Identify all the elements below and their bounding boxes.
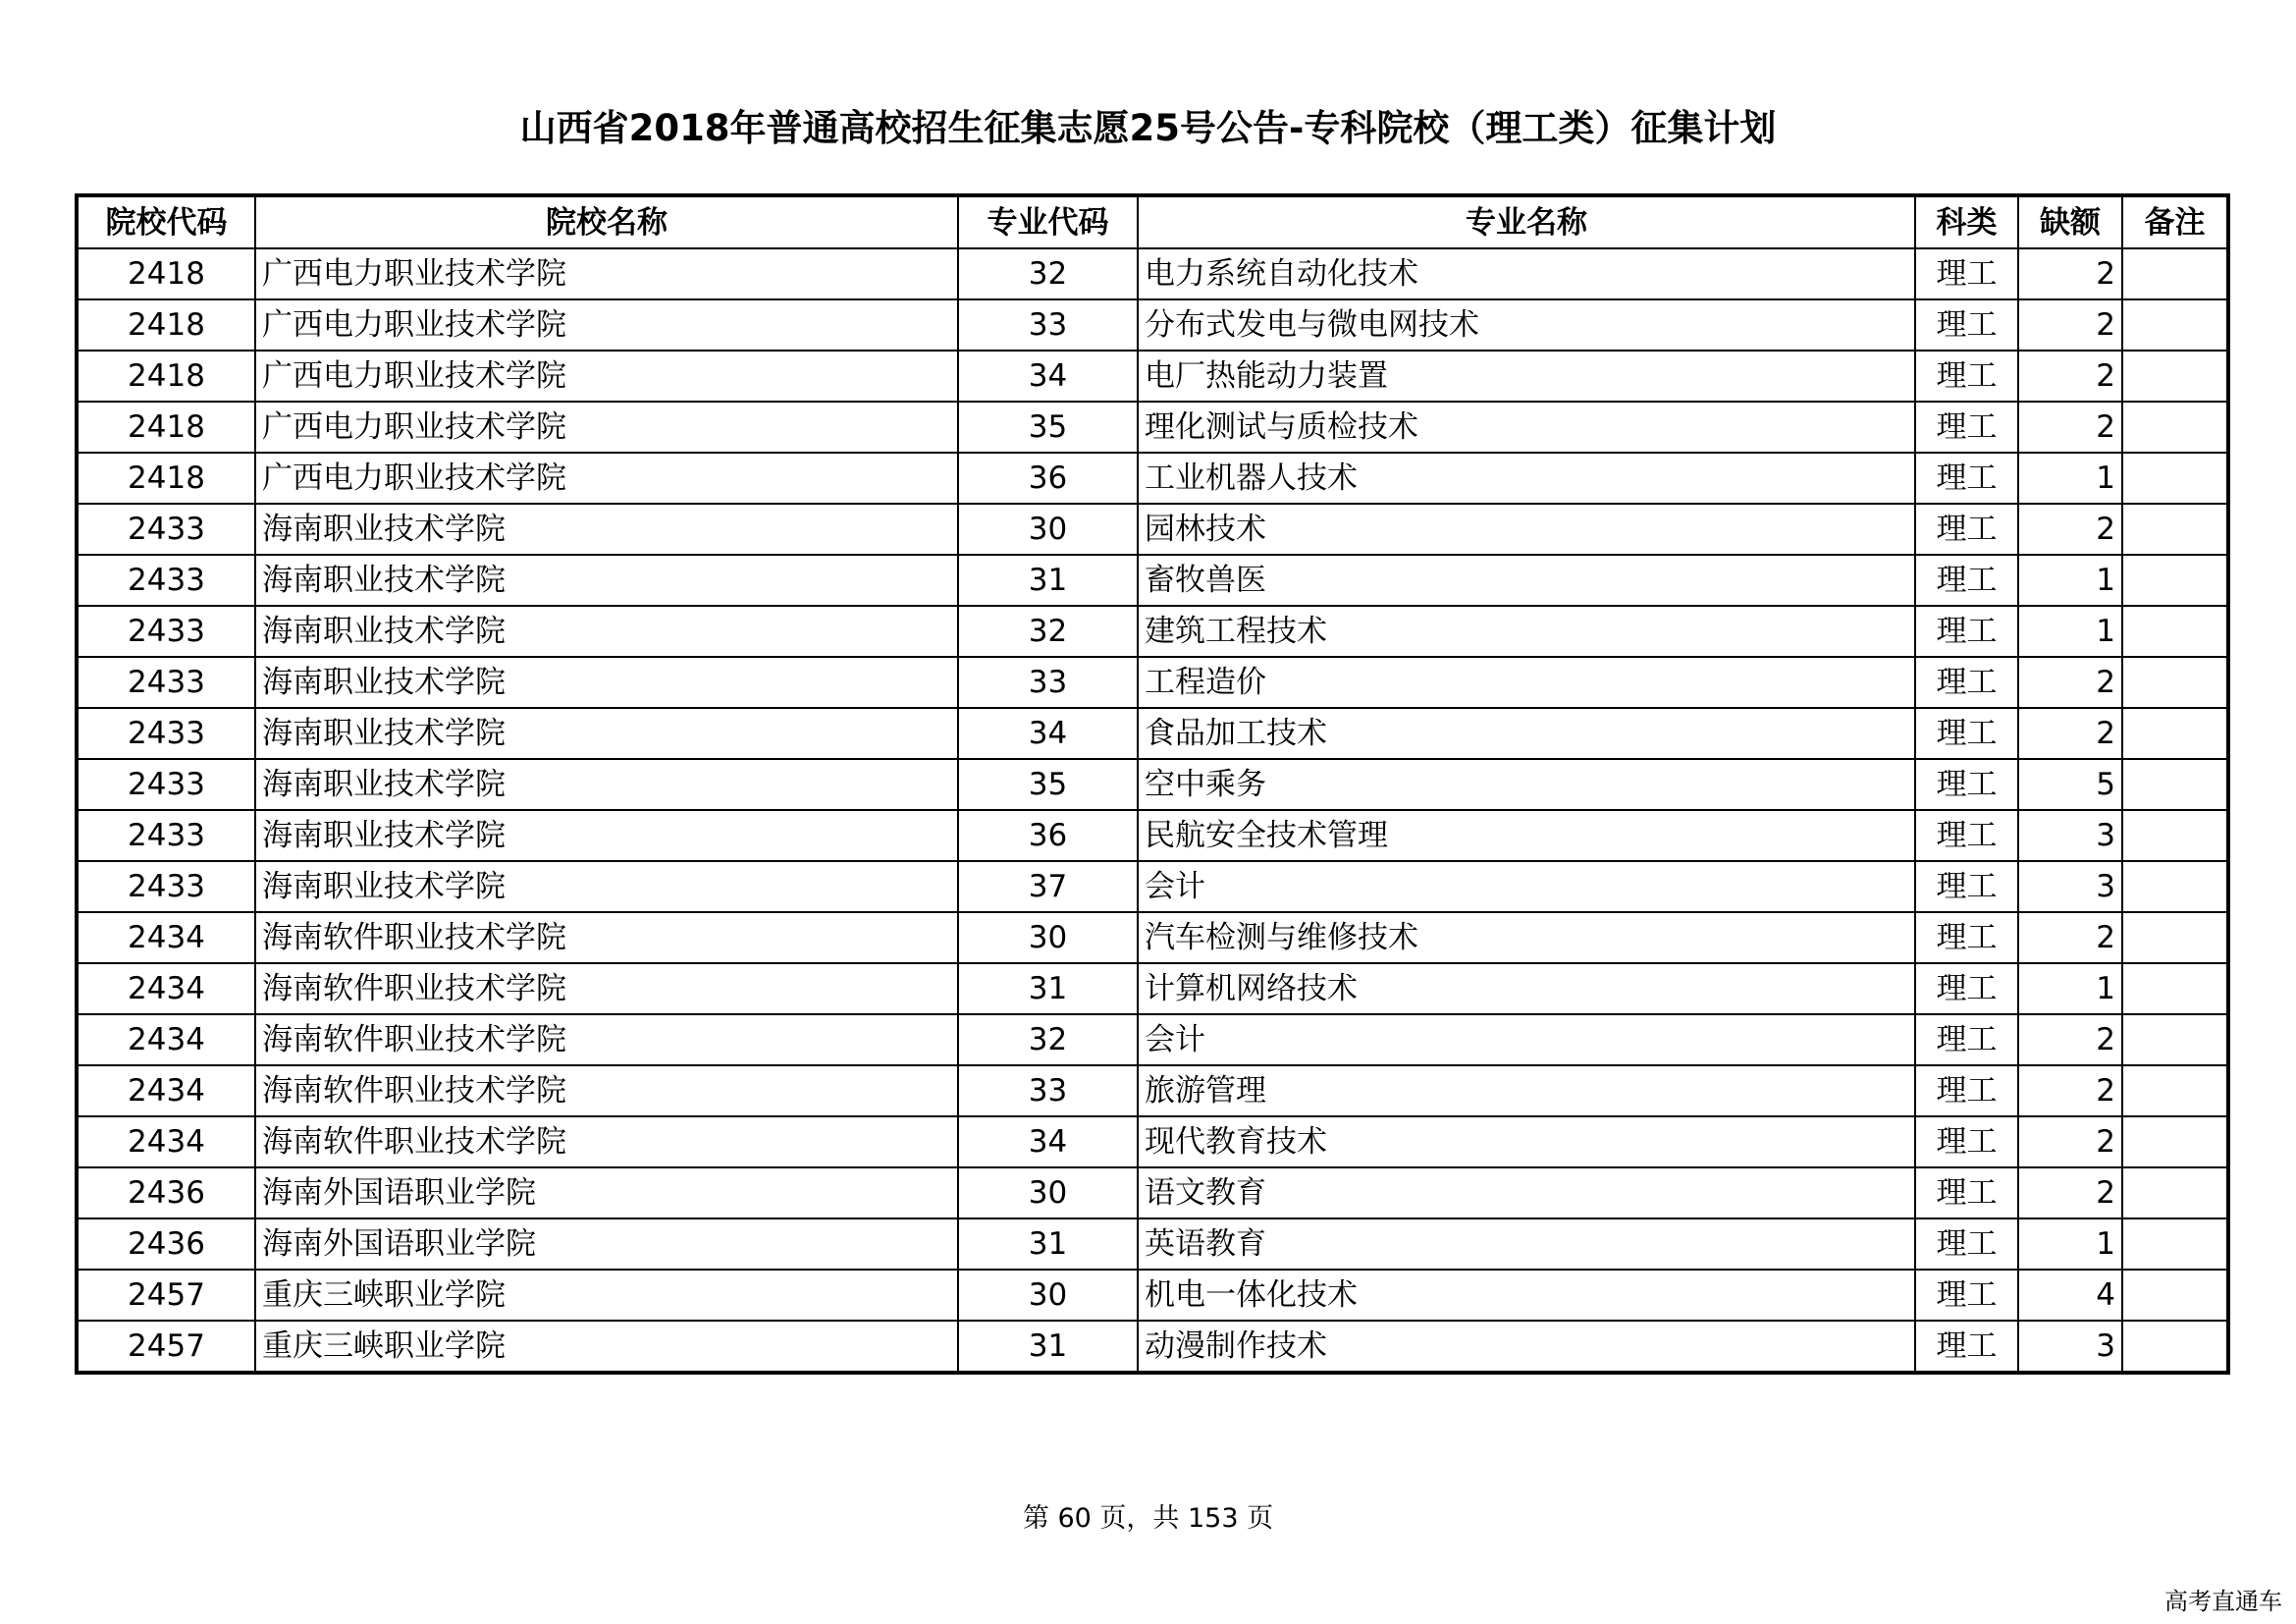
remarks-cell [2122,351,2228,402]
remarks-cell [2122,912,2228,963]
school-code-cell: 2433 [77,606,255,657]
major-code-cell: 30 [958,912,1138,963]
vacancy-cell: 2 [2018,504,2122,555]
major-code-cell: 33 [958,657,1138,708]
major-code-cell: 34 [958,351,1138,402]
vacancy-cell: 2 [2018,1167,2122,1218]
school-name-cell: 海南外国语职业学院 [255,1167,958,1218]
major-name-cell: 电力系统自动化技术 [1138,248,1915,299]
school-name-cell: 广西电力职业技术学院 [255,351,958,402]
category-cell: 理工 [1915,1218,2018,1270]
school-name-cell: 海南职业技术学院 [255,504,958,555]
school-name-cell: 海南职业技术学院 [255,708,958,759]
vacancy-cell: 2 [2018,248,2122,299]
remarks-cell [2122,1321,2228,1373]
remarks-cell [2122,861,2228,912]
category-cell: 理工 [1915,299,2018,351]
category-cell: 理工 [1915,759,2018,810]
school-code-cell: 2434 [77,1116,255,1167]
major-name-cell: 动漫制作技术 [1138,1321,1915,1373]
major-name-cell: 理化测试与质检技术 [1138,402,1915,453]
major-code-cell: 35 [958,402,1138,453]
category-cell: 理工 [1915,351,2018,402]
major-code-cell: 33 [958,299,1138,351]
school-name-cell: 海南职业技术学院 [255,759,958,810]
major-name-cell: 旅游管理 [1138,1065,1915,1116]
category-cell: 理工 [1915,504,2018,555]
school-name-cell: 海南职业技术学院 [255,555,958,606]
category-cell: 理工 [1915,402,2018,453]
major-code-cell: 32 [958,606,1138,657]
major-name-cell: 园林技术 [1138,504,1915,555]
major-code-cell: 32 [958,248,1138,299]
school-code-cell: 2436 [77,1218,255,1270]
table-row [77,504,2228,555]
vacancy-cell: 2 [2018,1116,2122,1167]
vacancy-cell: 2 [2018,657,2122,708]
school-name-cell: 海南职业技术学院 [255,861,958,912]
major-code-cell: 36 [958,453,1138,504]
table-row [77,248,2228,299]
vacancy-cell: 5 [2018,759,2122,810]
remarks-cell [2122,1270,2228,1321]
header-vacancy: 缺额 [2018,195,2122,248]
major-name-cell: 现代教育技术 [1138,1116,1915,1167]
major-name-cell: 食品加工技术 [1138,708,1915,759]
school-code-cell: 2433 [77,555,255,606]
school-name-cell: 海南职业技术学院 [255,657,958,708]
major-name-cell: 机电一体化技术 [1138,1270,1915,1321]
remarks-cell [2122,453,2228,504]
major-name-cell: 工程造价 [1138,657,1915,708]
major-name-cell: 分布式发电与微电网技术 [1138,299,1915,351]
category-cell: 理工 [1915,248,2018,299]
table-row [77,708,2228,759]
vacancy-cell: 2 [2018,912,2122,963]
table-row [77,555,2228,606]
category-cell: 理工 [1915,708,2018,759]
major-code-cell: 35 [958,759,1138,810]
table-row [77,861,2228,912]
table-row [77,351,2228,402]
major-name-cell: 语文教育 [1138,1167,1915,1218]
remarks-cell [2122,1014,2228,1065]
school-code-cell: 2418 [77,402,255,453]
major-name-cell: 工业机器人技术 [1138,453,1915,504]
page-title: 山西省2018年普通高校招生征集志愿25号公告-专科院校（理工类）征集计划 [519,107,1777,149]
remarks-cell [2122,504,2228,555]
page-footer: 第 60 页，共 153 页 [1022,1503,1274,1534]
major-code-cell: 32 [958,1014,1138,1065]
remarks-cell [2122,555,2228,606]
vacancy-cell: 2 [2018,1065,2122,1116]
header-category: 科类 [1915,195,2018,248]
school-code-cell: 2433 [77,810,255,861]
table-header-row [77,195,2228,248]
major-name-cell: 会计 [1138,1014,1915,1065]
table-row [77,657,2228,708]
remarks-cell [2122,810,2228,861]
school-name-cell: 广西电力职业技术学院 [255,248,958,299]
school-name-cell: 海南外国语职业学院 [255,1218,958,1270]
vacancy-cell: 3 [2018,1321,2122,1373]
vacancy-cell: 3 [2018,810,2122,861]
vacancy-cell: 1 [2018,555,2122,606]
school-code-cell: 2434 [77,912,255,963]
table-row [77,1321,2228,1373]
table-row [77,1065,2228,1116]
table-row [77,912,2228,963]
remarks-cell [2122,248,2228,299]
remarks-cell [2122,1065,2228,1116]
school-name-cell: 海南软件职业技术学院 [255,1065,958,1116]
remarks-cell [2122,606,2228,657]
table-row [77,402,2228,453]
major-name-cell: 汽车检测与维修技术 [1138,912,1915,963]
category-cell: 理工 [1915,963,2018,1014]
remarks-cell [2122,657,2228,708]
table-row [77,606,2228,657]
table-row [77,1014,2228,1065]
major-code-cell: 31 [958,1218,1138,1270]
remarks-cell [2122,1218,2228,1270]
category-cell: 理工 [1915,1321,2018,1373]
major-name-cell: 畜牧兽医 [1138,555,1915,606]
major-code-cell: 30 [958,1270,1138,1321]
vacancy-cell: 1 [2018,606,2122,657]
major-code-cell: 31 [958,963,1138,1014]
vacancy-cell: 2 [2018,402,2122,453]
table-row [77,810,2228,861]
school-code-cell: 2433 [77,861,255,912]
school-name-cell: 海南软件职业技术学院 [255,1116,958,1167]
school-name-cell: 海南软件职业技术学院 [255,1014,958,1065]
major-code-cell: 33 [958,1065,1138,1116]
school-name-cell: 重庆三峡职业学院 [255,1270,958,1321]
school-code-cell: 2418 [77,351,255,402]
category-cell: 理工 [1915,1065,2018,1116]
vacancy-cell: 1 [2018,963,2122,1014]
category-cell: 理工 [1915,606,2018,657]
category-cell: 理工 [1915,555,2018,606]
remarks-cell [2122,708,2228,759]
major-code-cell: 31 [958,1321,1138,1373]
school-code-cell: 2434 [77,1065,255,1116]
vacancy-cell: 2 [2018,1014,2122,1065]
remarks-cell [2122,1167,2228,1218]
vacancy-cell: 1 [2018,1218,2122,1270]
school-name-cell: 广西电力职业技术学院 [255,299,958,351]
school-code-cell: 2433 [77,504,255,555]
school-name-cell: 海南职业技术学院 [255,606,958,657]
remarks-cell [2122,759,2228,810]
major-code-cell: 37 [958,861,1138,912]
major-code-cell: 36 [958,810,1138,861]
school-name-cell: 海南软件职业技术学院 [255,912,958,963]
vacancy-cell: 2 [2018,299,2122,351]
school-code-cell: 2434 [77,1014,255,1065]
category-cell: 理工 [1915,1014,2018,1065]
vacancy-cell: 2 [2018,351,2122,402]
school-code-cell: 2418 [77,453,255,504]
school-name-cell: 广西电力职业技术学院 [255,402,958,453]
remarks-cell [2122,1116,2228,1167]
school-code-cell: 2433 [77,657,255,708]
table-row [77,453,2228,504]
major-name-cell: 会计 [1138,861,1915,912]
major-name-cell: 民航安全技术管理 [1138,810,1915,861]
table-row [77,963,2228,1014]
header-school-name: 院校名称 [255,195,958,248]
major-code-cell: 31 [958,555,1138,606]
school-code-cell: 2434 [77,963,255,1014]
school-name-cell: 广西电力职业技术学院 [255,453,958,504]
school-code-cell: 2436 [77,1167,255,1218]
table-row [77,1167,2228,1218]
category-cell: 理工 [1915,453,2018,504]
table-row [77,759,2228,810]
table-row [77,1218,2228,1270]
table-row [77,299,2228,351]
table-row [77,1116,2228,1167]
table-body [77,248,2228,1373]
category-cell: 理工 [1915,810,2018,861]
watermark: 高考直通车 [2164,1588,2282,1615]
school-name-cell: 海南职业技术学院 [255,810,958,861]
major-name-cell: 电厂热能动力装置 [1138,351,1915,402]
table-row [77,1270,2228,1321]
school-name-cell: 海南软件职业技术学院 [255,963,958,1014]
major-name-cell: 建筑工程技术 [1138,606,1915,657]
school-code-cell: 2418 [77,299,255,351]
school-name-cell: 重庆三峡职业学院 [255,1321,958,1373]
school-code-cell: 2457 [77,1270,255,1321]
major-code-cell: 34 [958,708,1138,759]
header-school-code: 院校代码 [77,195,255,248]
major-name-cell: 英语教育 [1138,1218,1915,1270]
header-major-name: 专业名称 [1138,195,1915,248]
school-code-cell: 2433 [77,708,255,759]
header-remarks: 备注 [2122,195,2228,248]
category-cell: 理工 [1915,1167,2018,1218]
category-cell: 理工 [1915,1116,2018,1167]
header-major-code: 专业代码 [958,195,1138,248]
vacancy-cell: 2 [2018,708,2122,759]
major-name-cell: 计算机网络技术 [1138,963,1915,1014]
major-code-cell: 30 [958,504,1138,555]
category-cell: 理工 [1915,912,2018,963]
remarks-cell [2122,402,2228,453]
vacancy-cell: 3 [2018,861,2122,912]
vacancy-cell: 4 [2018,1270,2122,1321]
school-code-cell: 2418 [77,248,255,299]
school-code-cell: 2433 [77,759,255,810]
vacancy-cell: 1 [2018,453,2122,504]
category-cell: 理工 [1915,861,2018,912]
major-code-cell: 34 [958,1116,1138,1167]
category-cell: 理工 [1915,657,2018,708]
school-code-cell: 2457 [77,1321,255,1373]
major-code-cell: 30 [958,1167,1138,1218]
category-cell: 理工 [1915,1270,2018,1321]
remarks-cell [2122,963,2228,1014]
remarks-cell [2122,299,2228,351]
enrollment-plan-table [75,193,2230,1375]
major-name-cell: 空中乘务 [1138,759,1915,810]
